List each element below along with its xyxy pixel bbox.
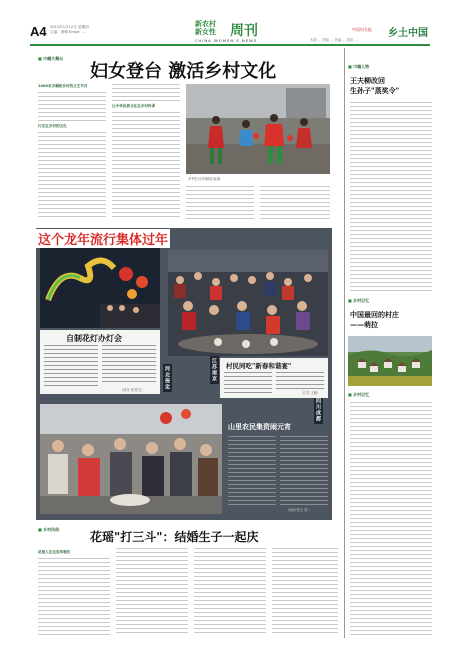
story3-title: 山里农民集资闹元宵: [228, 422, 291, 431]
bottom-story-title: 花瑶"打三斗"：结婚生子一起庆: [90, 530, 259, 544]
body-text: [38, 132, 106, 220]
header-rule: [30, 44, 430, 46]
top-mid-head: 让中华民族文化在乡村传承: [112, 104, 156, 108]
body-text: [228, 436, 276, 508]
masthead-en: CHINA WOMEN'S NEWS: [194, 38, 258, 43]
masthead-title: 周刊: [230, 23, 258, 39]
brand-logo: 中国妇女报: [352, 27, 372, 32]
body-text: [38, 558, 110, 636]
body-text: [102, 345, 156, 383]
body-text: [260, 186, 330, 220]
story3-credit: （河南 张文 刘 ）: [286, 508, 312, 512]
top-sub-head-1: 1000名巾帼助乡村的文艺节目: [38, 84, 88, 88]
bottom-kicker: ■ 乡村风俗: [38, 527, 59, 533]
bottom-sub-head: 花瑶人在这里举婚庆: [38, 550, 71, 554]
lantern-photo: [40, 248, 160, 328]
body-text: [112, 84, 180, 102]
body-text: [112, 112, 180, 220]
top-story-title: 妇女登台 激活乡村文化: [90, 61, 277, 82]
sidebar-title-1a: 王夫柳改回: [350, 76, 385, 85]
body-text: [116, 548, 188, 636]
masthead-small-1: 新农村: [195, 20, 216, 28]
body-text: [194, 548, 266, 636]
top-kicker: ■ 巾帼大舞台: [38, 56, 63, 62]
feast-crowd-photo: [168, 250, 328, 356]
photo-caption: 乡村妇女的精彩表演: [188, 177, 221, 181]
page-number: A4: [30, 24, 47, 39]
header-sub-meta: 本版 ... 责编 ... 美编 ... 质检 ...: [310, 38, 358, 42]
story2-credit: （江苏 王晓）: [300, 391, 321, 395]
location-tag: 江苏南京: [211, 358, 217, 382]
header-meta-line: 主编：黄敏 Email: ...: [50, 30, 85, 34]
story1-title: 自制花灯办灯会: [66, 333, 122, 343]
village-photo: [348, 336, 432, 386]
top-sub-head-2: 行走在乡村的文化: [38, 124, 67, 128]
sidebar-title-2b: ——萌拉: [350, 320, 378, 329]
section-name: 乡土中国: [388, 28, 428, 39]
masthead-small-2: 新女性: [195, 28, 216, 36]
body-text: [276, 372, 324, 390]
body-text: [280, 436, 328, 506]
story2-title: 村民同吃"新春和谐宴": [226, 362, 292, 370]
header-meta: [50, 25, 89, 35]
body-text: [350, 102, 432, 292]
sidebar-divider: [344, 48, 345, 638]
body-text: [272, 548, 338, 636]
sidebar-title-2a: 中国最回的村庄: [350, 310, 399, 319]
lantern-festival-photo: [40, 404, 222, 514]
location-tag: 河北保定: [164, 366, 170, 390]
masthead: [193, 20, 259, 43]
story1-credit: （河北 刘 张文）: [120, 388, 145, 392]
body-text: [44, 345, 98, 389]
body-text: [224, 372, 272, 394]
festival-title: 这个龙年流行集体过年: [36, 229, 170, 248]
body-text: [38, 92, 106, 122]
body-text: [186, 186, 254, 220]
dance-performance-photo: [186, 84, 330, 174]
header-meta-line: 2012年1月12日 星期四: [50, 25, 89, 29]
body-text: [350, 402, 432, 636]
sidebar-title-1b: 生孙子"蒸奖令": [350, 86, 400, 95]
location-tag: 四川成都: [315, 398, 321, 422]
sidebar-label-2: ■ 乡村记忆: [348, 298, 369, 304]
sidebar-label-1: ■ 巾帼人物: [348, 64, 369, 70]
sidebar-label-3: ■ 乡村记忆: [348, 392, 369, 398]
